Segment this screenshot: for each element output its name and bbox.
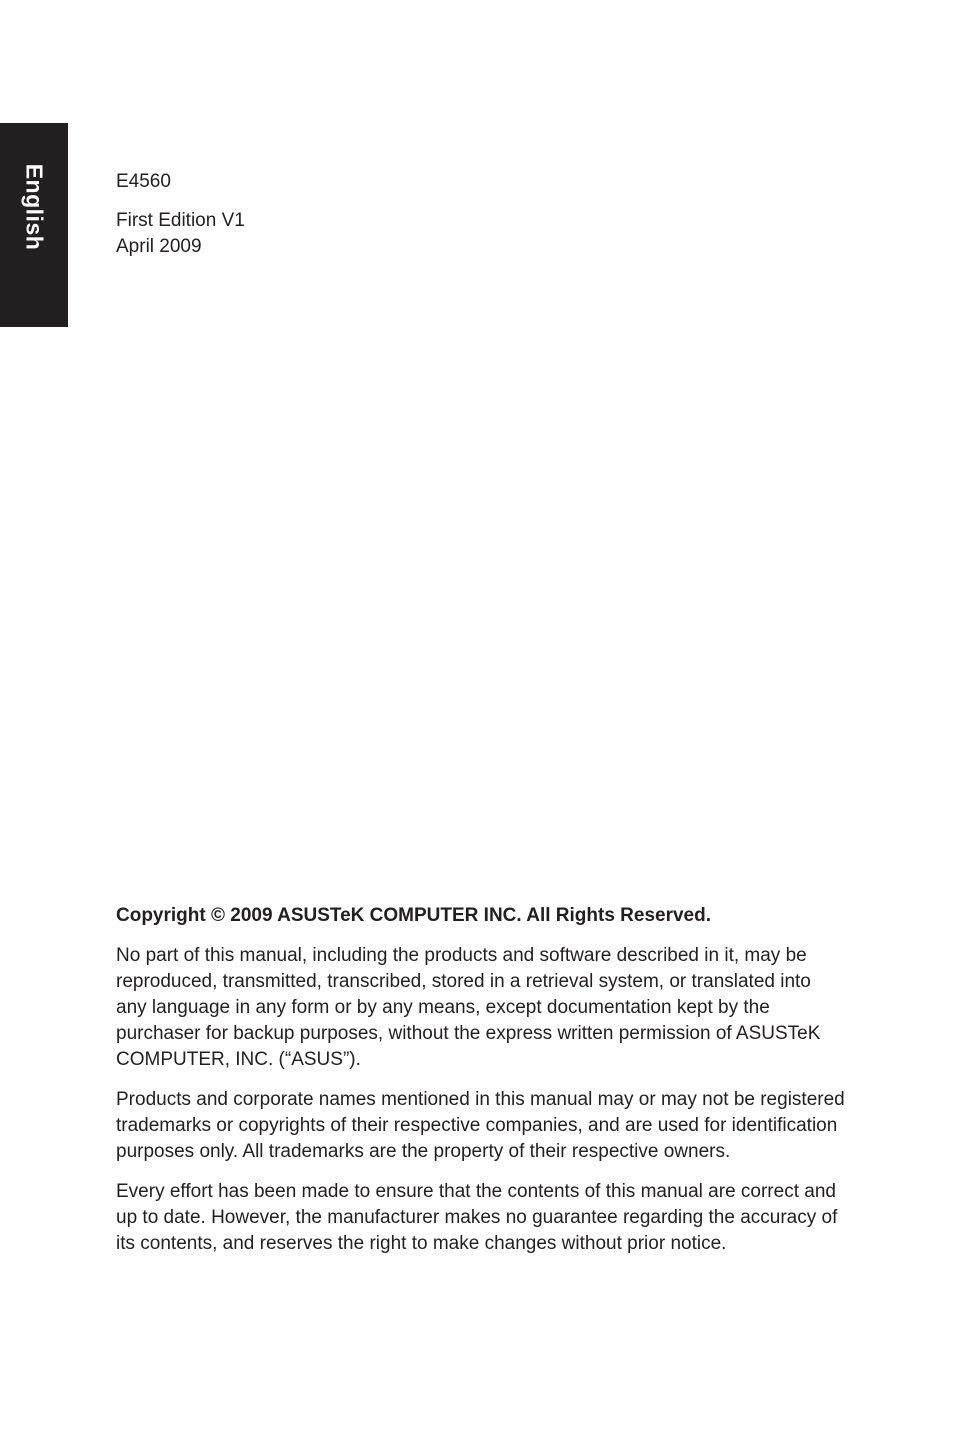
- legal-paragraph-trademarks: Products and corporate names mentioned in this manual may or may not be registered trademarks or copyrights of their respective companies, and are used for identification purposes only. All trademarks are the property of their respective owners.: [116, 1089, 845, 1162]
- publication-date: April 2009: [116, 236, 202, 257]
- edition-label: First Edition V1: [116, 210, 245, 231]
- legal-paragraph-reproduction: No part of this manual, including the products and software described in it, may be reproduced, transmitted, transcribed, stored in a retrieval system, or translated into any language in any form or by any means, except documentation kept by the purchaser for backup purposes, without the express written permission of ASUSTeK COMPUTER, INC. (“ASUS”).: [116, 945, 821, 1070]
- legal-notice: [116, 903, 846, 1271]
- document-meta: [116, 169, 245, 260]
- language-tab: [0, 123, 68, 327]
- model-number: E4560: [116, 171, 171, 192]
- copyright-heading: Copyright © 2009 ASUSTeK COMPUTER INC. All Rights Reserved.: [116, 905, 712, 926]
- language-tab-label: English: [21, 163, 48, 251]
- legal-paragraph-accuracy: Every effort has been made to ensure that the contents of this manual are correct and up to date. However, the manufacturer makes no guarantee regarding the accuracy of its contents, and reserves the right to make changes without prior notice.: [116, 1181, 838, 1254]
